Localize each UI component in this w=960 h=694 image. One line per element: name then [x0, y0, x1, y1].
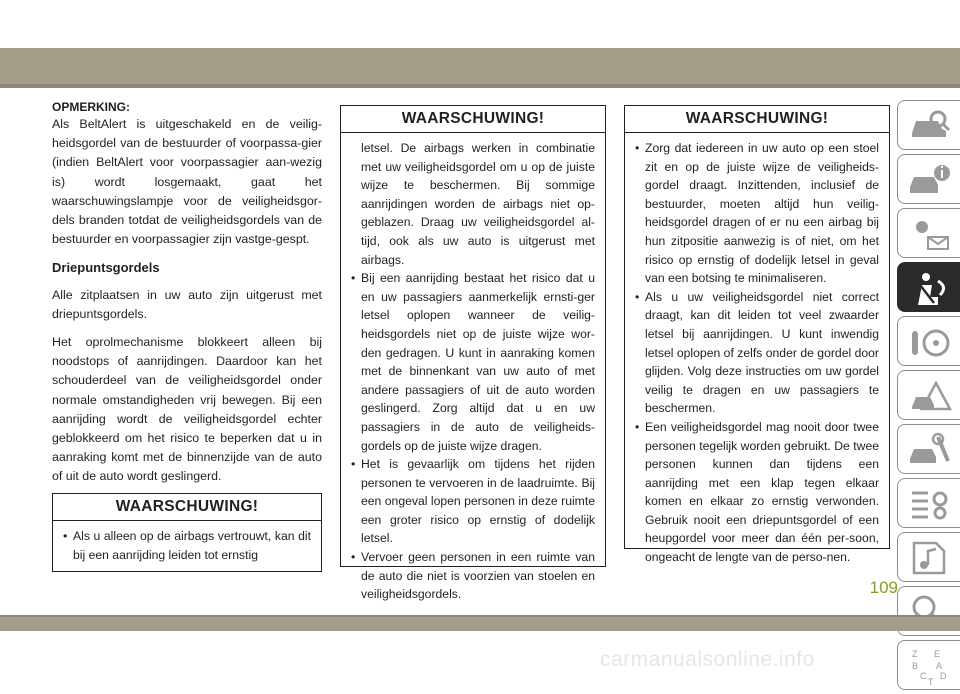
warning-item: • Een veiligheidsgordel mag nooit door twee personen tegelijk worden gebruikt. De twee personen kunnen dan tijdens een aanrijding met een klap tegen elkaar komen en elkaar zo ernstig verwonden. Gebruik nooit een driepuntsgordel of een heupgordel voor meer dan één per-soon, ongeacht de lengte van de perso-nen. — [635, 418, 879, 567]
note-text: Als BeltAlert is uitgeschakeld en de veilig-heidsgordel van de bestuurder of voorpassa-gier (indien BeltAlert voor voorpassagier aan-wezig is) wordt losgemaakt, gaat het waarschuwingslampje voor de veiligheidsgor-dels branden totdat de veiligheidsgordels van de bestuurder en voorpassagier zijn vastge-gespt. — [52, 117, 322, 247]
warning-item: • Als u uw veiligheidsgordel niet correct draagt, kan dit leiden tot veel zwaarder letsel bij aanrijdingen. U kunt inwendig letsel oplopen of zelfs onder de gordel door glijden. Volg deze instructies om uw gordel veilig te dragen en uw passagiers te beschermen. — [635, 288, 879, 418]
warning-continuation: letsel. De airbags werken in combinatie met uw veiligheidsgordel om u op de juiste wijze te beschermen. Bij sommige aanrijdingen worden de airbags niet op-geblazen. Draag uw veiligheidsgordel al-tijd, ook als uw auto is uitgerust met airbags. — [361, 141, 595, 267]
watermark-url: carmanualsonline.info — [600, 648, 815, 671]
warning-title: WAARSCHUWING! — [341, 106, 605, 133]
page-number: 109 — [869, 578, 898, 597]
steering-wheel-icon — [908, 323, 952, 361]
section-paragraph-2: Het oprolmechanisme blokkeert alleen bij noodstops of aanrijdingen. Daardoor kan het schouderdeel van de veiligheidsgordel onder normale omstandigheden vrij bewegen. Bij een aanrijding wordt de veiligheidsgordel echter geblokkeerd om het risico te beperken dat u in aanraking komt met de binnenzijde van de auto of uit de auto wordt geslingerd. — [52, 335, 322, 484]
svg-text:Z: Z — [912, 649, 918, 659]
warning-box-2 — [340, 105, 606, 602]
warning-item: • Bij een aanrijding bestaat het risico dat u en uw passagiers aanmerkelijk ernsti-ger letsel oplopen wanneer de veilig-heidsgordels niet op de juiste wijze wor-den gedragen. U kunt in aanraking komen met de binnenkant van uw auto of met andere passagiers of uit de auto worden geslingerd. Zorg altijd dat u en uw passagiers in de auto de veiligheids-gordels op de juiste wijze dragen. — [351, 269, 595, 455]
section-title: Driepuntsgordels — [52, 260, 160, 276]
warning-item: • Het is gevaarlijk om tijdens het rijden personen te vervoeren in de laadruimte. Bij een ongeval lopen personen in deze ruimte een groter risico op ernstig of dodelijk letsel. — [351, 455, 595, 548]
tab-car-search[interactable] — [897, 100, 960, 150]
svg-text:T: T — [928, 677, 934, 685]
tab-car-info[interactable] — [897, 154, 960, 204]
seatbelt-airbag-icon — [908, 269, 952, 307]
tab-roadside-warning[interactable] — [897, 370, 960, 420]
car-info-icon — [908, 161, 952, 199]
warning-item: • Zorg dat iedereen in uw auto op een stoel zit en op de juiste wijze de veiligheids-gordel draagt. Inzittenden, inclusief de bestuurder, moeten altijd hun veilig-heidsgordel dragen of er nu een airbag bij hun zitpositie aanwezig is of niet, om het risico op ernstig of dodelijk letsel in geval van een botsing te minimaliseren. — [635, 139, 879, 288]
alphabet-index-icon — [908, 647, 952, 685]
svg-text:A: A — [936, 661, 943, 671]
warning-lights-icon — [908, 215, 952, 253]
note-label: OPMERKING: — [52, 100, 130, 114]
roadside-warning-icon — [908, 377, 952, 415]
warning-item: • Vervoer geen personen in een ruimte van de auto die niet is voorzien van stoelen en veiligheidsgordels. — [351, 548, 595, 604]
tab-steering-wheel[interactable] — [897, 316, 960, 366]
tab-specifications[interactable] — [897, 478, 960, 528]
warning-item: • Als u alleen op de airbags vertrouwt, kan dit bij een aanrijding leiden tot ernstig — [63, 527, 311, 564]
header-band — [0, 48, 960, 84]
tab-multimedia[interactable] — [897, 532, 960, 582]
service-wrench-icon — [908, 431, 952, 469]
warning-box-1 — [52, 493, 322, 572]
section-paragraph-1: Alle zitplaatsen in uw auto zijn uitgerust met driepuntsgordels. — [52, 287, 322, 321]
header-band-edge — [0, 84, 960, 88]
tab-seatbelt-airbag[interactable] — [897, 262, 960, 312]
chapter-tabs — [897, 100, 960, 694]
svg-text:E: E — [934, 649, 941, 659]
warning-title: WAARSCHUWING! — [53, 494, 321, 521]
car-search-icon — [908, 107, 952, 145]
tab-warning-lights[interactable] — [897, 208, 960, 258]
svg-text:B: B — [912, 661, 919, 671]
footer-band — [0, 617, 960, 631]
svg-text:D: D — [940, 671, 947, 681]
multimedia-music-icon — [908, 539, 952, 577]
left-column — [52, 100, 322, 496]
warning-box-3 — [624, 105, 890, 565]
warning-title: WAARSCHUWING! — [625, 106, 889, 133]
tab-service-wrench[interactable] — [897, 424, 960, 474]
specifications-gears-icon — [908, 485, 952, 523]
svg-text:C: C — [920, 671, 927, 681]
tab-alphabet-index[interactable] — [897, 640, 960, 690]
